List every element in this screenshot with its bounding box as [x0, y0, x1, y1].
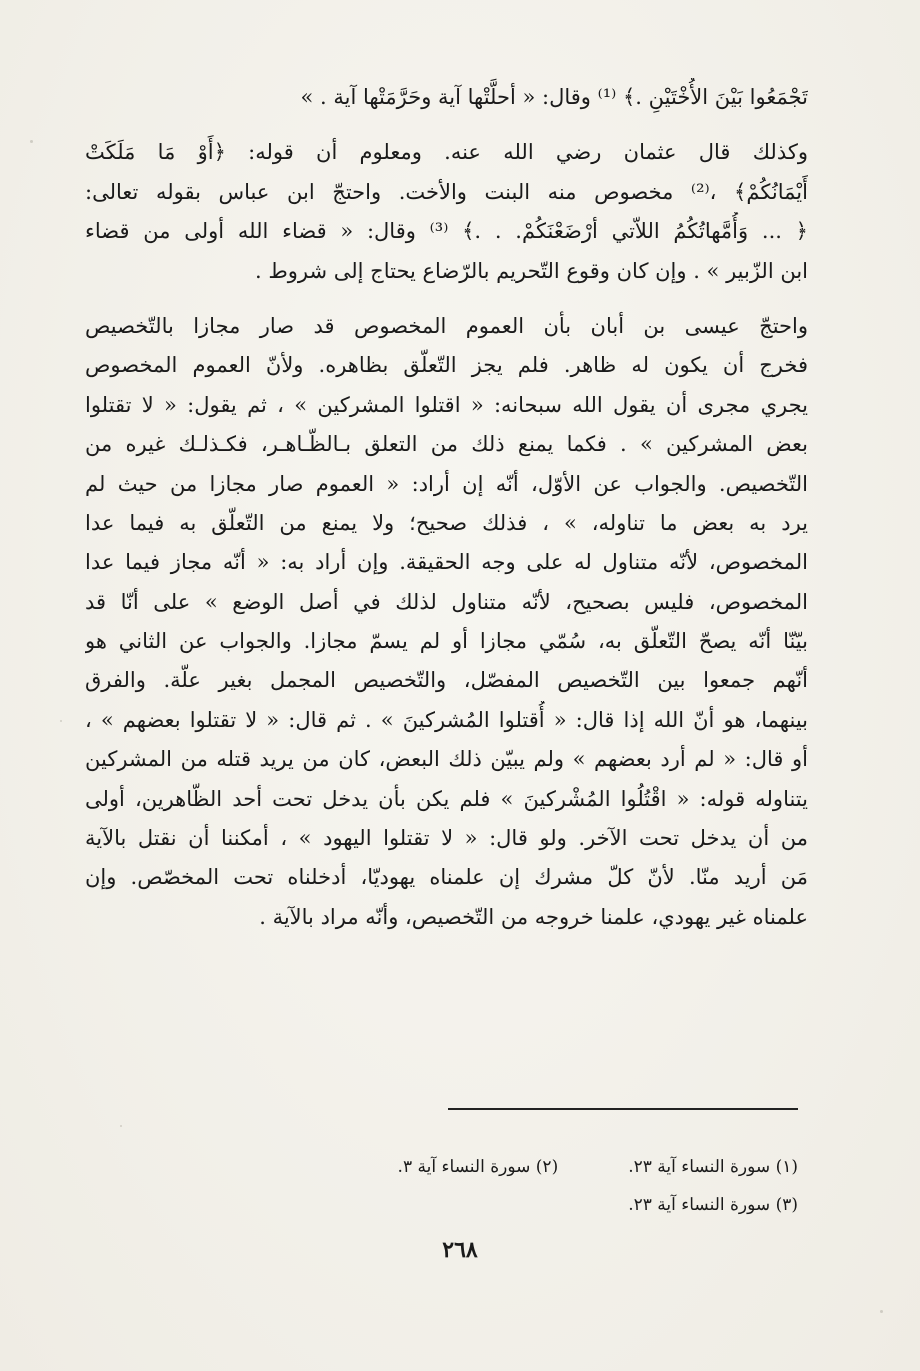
text-line: ﴿ ... وَأُمَّهاتُكُمُ اللاّتي أرْضَعْنَكُمْ. . .﴾ ⁽³⁾ وقال: « قضاء الله أولى من قضاء: [85, 219, 808, 244]
text-line: واحتجّ عيسى بن أبان بأن العموم المخصوص قد صار مجازا بالتّخصيص: [85, 313, 808, 338]
text-line: بعض المشركين » . فكما يمنع ذلك من التعلق بـالظّـاهـر، فكـذلـك غيره من: [85, 432, 808, 457]
footnote-row-1: [300, 1148, 798, 1186]
footnote-2: (٢) سورة النساء آية ٣.: [397, 1157, 559, 1177]
text-line: بينهما، هو أنّ الله إذا قال: « أُقتلوا المُشركينَ » . ثم قال: « لا تقتلوا بعضهم » ،: [85, 707, 808, 732]
text-line: ابن الزّبير » . وإن كان وقوع التّحريم بالرّضاع يحتاج إلى شروط .: [254, 258, 808, 283]
text-line: علمناه غير يهودي، علمنا خروجه من التّخصيص، وأنّه مراد بالآية .: [259, 904, 808, 929]
text-line: من أن يدخل تحت الآخر. ولو قال: « لا تقتلوا اليهود » ، أمكننا أن نقتل بالآية: [85, 826, 808, 851]
text-line: بيّنّا أنّه يصحّ التّعلّق به، سُمّي مجازا أو لم يسمّ مجازا. والجواب عن الثاني هو: [85, 629, 808, 654]
paper-speck: [30, 140, 33, 143]
page-number: ٢٦٨: [442, 1237, 478, 1263]
footnotes: [300, 1148, 798, 1224]
footnote-divider: [448, 1108, 798, 1110]
main-text: [85, 78, 808, 937]
footnote-3: (٣) سورة النساء آية ٢٣.: [628, 1195, 798, 1215]
text-line: أنّهم جمعوا بين التّخصيص المفصّل، والتّخصيص المجمل بغير علّة. والفرق: [85, 668, 808, 693]
paragraph: [85, 78, 808, 117]
paper-speck: [880, 1310, 883, 1313]
paper-speck: [60, 720, 62, 722]
text-line: أو قال: « لم أرد بعضهم » ولم يبيّن ذلك البعض، كان من يريد قتله من المشركين: [85, 747, 808, 772]
text-line: تَجْمَعُوا بَيْنَ الأُخْتَيْنِ .﴾ ⁽¹⁾ وقال: « أحلَّتْها آية وحَرَّمَتْها آية . »: [300, 85, 808, 109]
text-line: التّخصيص. والجواب عن الأوّل، أنّه إن أراد: « العموم صار مجازا من حيث لم: [85, 471, 808, 496]
text-line: وكذلك قال عثمان رضي الله عنه. ومعلوم أن قوله: ﴿أَوْ مَا مَلَكَتْ: [85, 140, 808, 165]
text-line: أَيْمَانُكُمْ﴾ ،⁽²⁾ مخصوص منه البنت والأخت. واحتجّ ابن عباس بقوله تعالى:: [85, 179, 808, 204]
paragraph-gap: [85, 117, 808, 133]
footnote-row-2: [300, 1186, 798, 1224]
text-line: المخصوص، لأنّه متناول له على وجه الحقيقة. وإن أراد به: « أنّه مجاز فيما عدا: [85, 550, 808, 575]
paper-speck: [120, 1125, 122, 1127]
paragraph: [85, 133, 808, 291]
text-line: يتناوله قوله: « اقْتُلُوا المُشْركينَ » فلم يكن بأن يدخل تحت أحد الظّاهرين، أولى: [85, 786, 808, 811]
text-line: يرد به بعض ما تناوله، » ، فذلك صحيح؛ ولا يمنع من التّعلّق به فيما عدا: [85, 510, 808, 535]
text-line: فخرج أن يكون له ظاهر. فلم يجز التّعلّق بظاهره. ولأنّ العموم المخصوص: [85, 353, 808, 378]
paragraph: [85, 307, 808, 937]
paragraph-gap: [85, 291, 808, 307]
text-line: مَن أريد منّا. لأنّ كلّ مشرك إن علمناه يهوديّا، أدخلناه تحت المخصّص. وإن: [85, 865, 808, 890]
text-line: يجري مجرى أن يقول الله سبحانه: « اقتلوا المشركين » ، ثم يقول: « لا تقتلوا: [85, 392, 808, 417]
footnote-1: (١) سورة النساء آية ٢٣.: [628, 1157, 798, 1177]
text-line: المخصوص، فليس بصحيح، لأنّه متناول لذلك في أصل الوضع » على أنّا قد: [85, 589, 808, 614]
